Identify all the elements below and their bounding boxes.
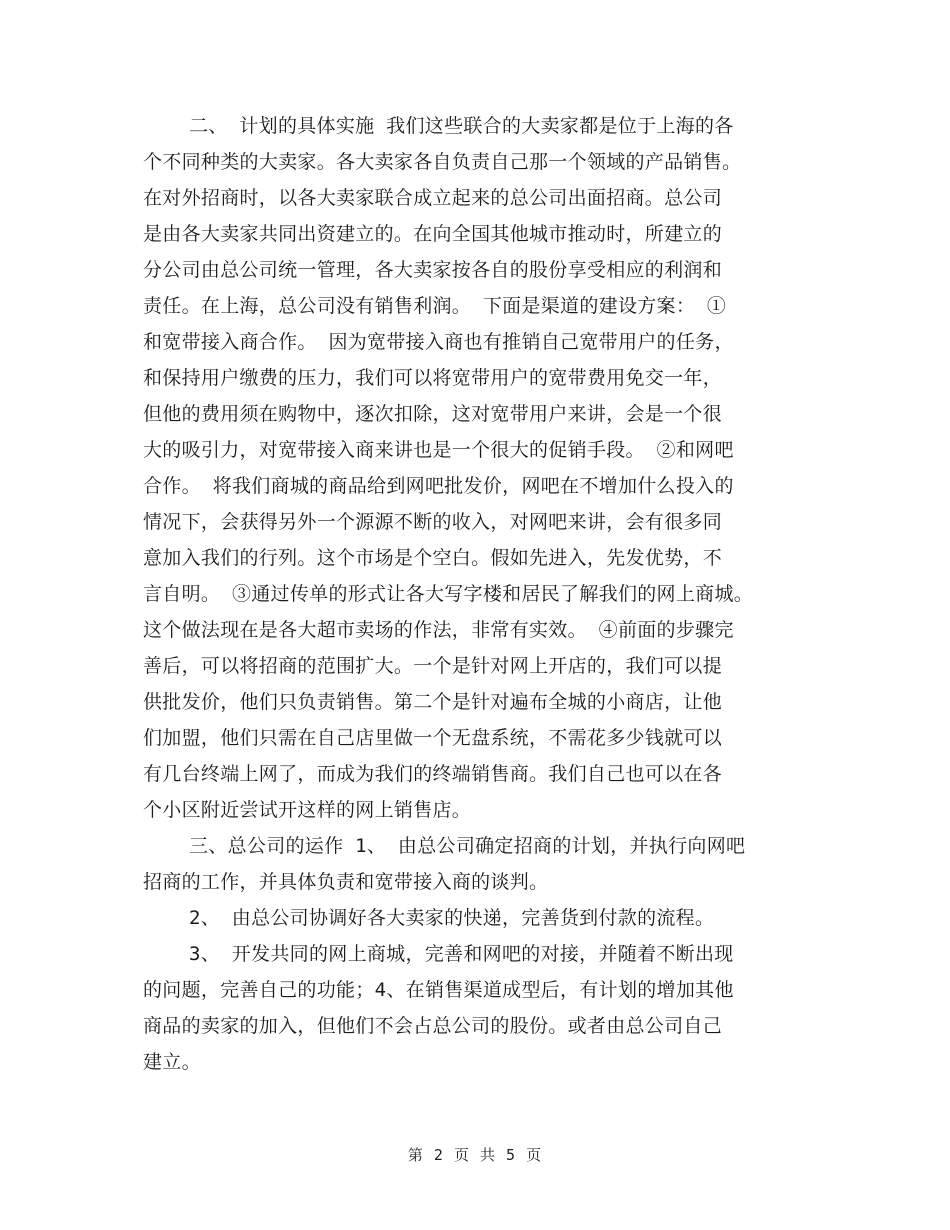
text-line: 的问题，完善自己的功能；4、在销售渠道成型后，有计划的增加其他 (143, 979, 734, 1001)
text-line: 3、 开发共同的网上商城，完善和网吧的对接，并随着不断出现 (189, 943, 734, 965)
text-line: 招商的工作，并具体负责和宽带接入商的谈判。 (143, 871, 549, 893)
text-line: 建立。 (143, 1051, 201, 1073)
text-line: 2、 由总公司协调好各大卖家的快递，完善货到付款的流程。 (189, 907, 715, 929)
text-line: 意加入我们的行列。这个市场是个空白。假如先进入，先发优势，不 (143, 547, 723, 569)
text-line: 三、总公司的运作 1、 由总公司确定招商的计划，并执行向网吧 (189, 835, 746, 857)
page-number-footer: 第 2 页 共 5 页 (407, 1146, 543, 1164)
text-line: 们加盟，他们只需在自己店里做一个无盘系统，不需花多少钱就可以 (143, 727, 723, 749)
body-text (143, 108, 813, 1080)
text-line: 有几台终端上网了，而成为我们的终端销售商。我们自己也可以在各 (143, 763, 723, 785)
text-line: 和宽带接入商合作。 因为宽带接入商也有推销自己宽带用户的任务， (143, 331, 734, 353)
text-line: 情况下，会获得另外一个源源不断的收入，对网吧来讲，会有很多同 (143, 511, 723, 533)
text-line: 供批发价，他们只负责销售。第二个是针对遍布全城的小商店，让他 (143, 691, 723, 713)
text-line: 是由各大卖家共同出资建立的。在向全国其他城市推动时，所建立的 (143, 223, 723, 245)
text-line: 和保持用户缴费的压力，我们可以将宽带用户的宽带费用免交一年， (143, 367, 723, 389)
text-line: 分公司由总公司统一管理，各大卖家按各自的股份享受相应的利润和 (143, 259, 723, 281)
text-line: 责任。在上海，总公司没有销售利润。 下面是渠道的建设方案： ① (143, 295, 727, 317)
text-line: 个小区附近尝试开这样的网上销售店。 (143, 799, 472, 821)
text-line: 在对外招商时，以各大卖家联合成立起来的总公司出面招商。总公司 (143, 187, 723, 209)
text-line: 言自明。 ③通过传单的形式让各大写字楼和居民了解我们的网上商城。 (143, 583, 754, 605)
text-line: 大的吸引力，对宽带接入商来讲也是一个很大的促销手段。 ②和网吧 (143, 439, 734, 461)
text-line: 商品的卖家的加入，但他们不会占总公司的股份。或者由总公司自己 (143, 1015, 723, 1037)
text-line: 个不同种类的大卖家。各大卖家各自负责自己那一个领域的产品销售。 (143, 151, 742, 173)
text-line: 二、 计划的具体实施 我们这些联合的大卖家都是位于上海的各 (189, 115, 734, 137)
text-line: 但他的费用须在购物中，逐次扣除，这对宽带用户来讲，会是一个很 (143, 403, 723, 425)
text-line: 这个做法现在是各大超市卖场的作法，非常有实效。 ④前面的步骤完 (143, 619, 734, 641)
text-line: 合作。 将我们商城的商品给到网吧批发价，网吧在不增加什么投入的 (143, 475, 734, 497)
text-line: 善后，可以将招商的范围扩大。一个是针对网上开店的，我们可以提 (143, 655, 723, 677)
